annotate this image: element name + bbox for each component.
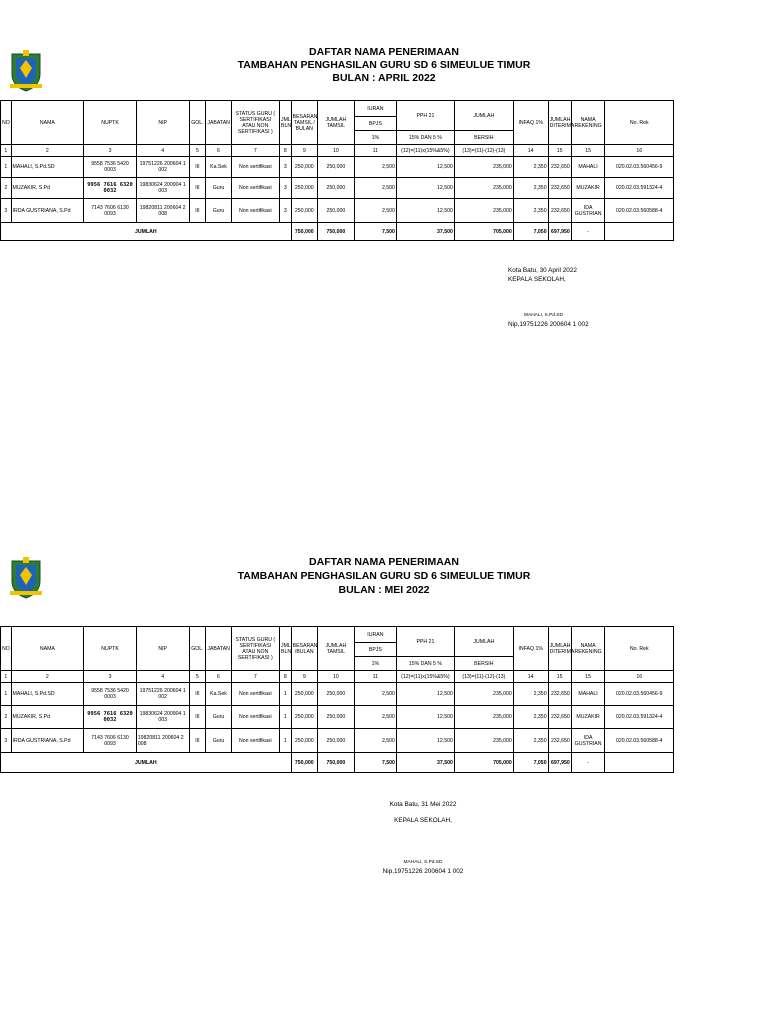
- cell-nama: IRDA GUSTRIANA, S.Pd: [11, 729, 84, 753]
- cell-nuptk: 9956 7616 6320 0032: [84, 706, 137, 729]
- header-status: STATUS GURU ( SERTIFIKASI ATAU NON SERTIFIKASI ): [231, 101, 279, 145]
- cell-infaq: 2,350: [513, 729, 548, 753]
- col-number: 5: [189, 145, 206, 157]
- header-jumlah: JUMLAH: [454, 627, 513, 657]
- header-jumlah: JUMLAH: [454, 101, 513, 131]
- doc-subtitle: TAMBAHAN PENGHASILAN GURU SD 6 SIMEULUE TIMUR: [237, 59, 531, 71]
- col-number: 14: [513, 145, 548, 157]
- cell-bln: 3: [280, 178, 292, 199]
- cell-jml-tamsil: 250,000: [317, 157, 354, 178]
- table-row: [1, 729, 674, 753]
- header-gol: GOL.: [189, 627, 206, 671]
- total-bersih: 705,000: [454, 753, 513, 773]
- cell-nip: 19830624 200904 1 003: [136, 178, 189, 199]
- header-nuptk: NUPTK: [84, 101, 137, 145]
- cell-norek: 020.02.03.591324-4: [605, 706, 674, 729]
- cell-bersih: 235,000: [454, 157, 513, 178]
- cell-nip: 19820811 200604 2 008: [136, 729, 189, 753]
- cell-norek: 020.02.03.560456-9: [605, 157, 674, 178]
- total-diterima: 697,950: [548, 223, 571, 241]
- cell-jabatan: Ka.Sek: [206, 157, 231, 178]
- header-bpjs-pct: 1%: [354, 657, 396, 671]
- cell-tamsil: 250,000: [291, 706, 317, 729]
- cell-no: 3: [1, 199, 12, 223]
- total-pph: 37,500: [396, 223, 454, 241]
- cell-no: 1: [1, 683, 12, 706]
- header-no: NO: [1, 101, 12, 145]
- doc-month: BULAN : MEI 2022: [338, 584, 430, 596]
- cell-diterima: 232,650: [548, 706, 571, 729]
- cell-jml-tamsil: 250,000: [317, 683, 354, 706]
- cell-gol: III: [189, 706, 206, 729]
- doc-month: BULAN : APRIL 2022: [332, 72, 436, 84]
- total-bpjs: 7,500: [354, 223, 396, 241]
- header-nip: NIP: [136, 627, 189, 671]
- header-pph: PPH 21: [396, 101, 454, 131]
- total-jml-tamsil: 750,000: [317, 753, 354, 773]
- cell-nama: MAHALI, S.Pd.SD: [11, 157, 84, 178]
- cell-norek: 020.02.03.560456-9: [605, 683, 674, 706]
- cell-norek: 020.02.03.560588-4: [605, 729, 674, 753]
- header-diterima: JUMLAH DITERIMA: [548, 101, 571, 145]
- col-number: 14: [513, 671, 548, 683]
- col-number: 11: [354, 145, 396, 157]
- col-number: (13)=(11)-(12)-(13): [454, 671, 513, 683]
- header-jabatan: JABATAN: [206, 101, 231, 145]
- cell-status: Non sertifikasi: [231, 157, 279, 178]
- recipient-table: [0, 626, 674, 773]
- cell-bersih: 235,000: [454, 178, 513, 199]
- cell-bln: 3: [280, 157, 292, 178]
- doc-subtitle: TAMBAHAN PENGHASILAN GURU SD 6 SIMEULUE TIMUR: [237, 570, 531, 582]
- cell-jabatan: Guru: [206, 199, 231, 223]
- cell-nama: MUZAKIR, S.Pd: [11, 178, 84, 199]
- header-nama: NAMA: [11, 101, 84, 145]
- cell-tamsil: 250,000: [291, 199, 317, 223]
- header-jumlah-tamsil: JUMLAH TAMSIL: [317, 101, 354, 145]
- cell-no: 3: [1, 729, 12, 753]
- totals-row: [1, 223, 674, 241]
- table-row: [1, 683, 674, 706]
- header-jabatan: JABATAN: [206, 627, 231, 671]
- header-jumlah-tamsil: JUMLAH TAMSIL: [317, 627, 354, 671]
- cell-bpjs: 2,500: [354, 178, 396, 199]
- cell-jml-tamsil: 250,000: [317, 178, 354, 199]
- cell-pph: 12,500: [396, 683, 454, 706]
- header-iuran: IURAN: [354, 101, 396, 117]
- cell-jml-tamsil: 250,000: [317, 199, 354, 223]
- cell-gol: III: [189, 683, 206, 706]
- cell-tamsil: 250,000: [291, 178, 317, 199]
- header-bpjs: BPJS: [354, 643, 396, 657]
- cell-infaq: 2,350: [513, 683, 548, 706]
- total-norek-empty: [605, 223, 674, 241]
- col-number: 15: [571, 145, 605, 157]
- col-number: 15: [571, 671, 605, 683]
- cell-rek-nama: MUZAKIR: [571, 706, 605, 729]
- cell-nama: MUZAKIR, S.Pd: [11, 706, 84, 729]
- col-number: 2: [11, 671, 84, 683]
- totals-label: JUMLAH: [1, 753, 292, 773]
- total-tamsil: 750,000: [291, 753, 317, 773]
- col-number: 5: [189, 671, 206, 683]
- cell-nuptk: 7143 7606 6130 0093: [84, 199, 137, 223]
- cell-gol: III: [189, 157, 206, 178]
- col-number: 1: [1, 671, 12, 683]
- signature-block: [508, 266, 589, 329]
- header-bersih: BERSIH: [454, 131, 513, 145]
- cell-pph: 12,500: [396, 178, 454, 199]
- cell-bersih: 235,000: [454, 683, 513, 706]
- cell-diterima: 232,650: [548, 178, 571, 199]
- cell-norek: 020.02.03.591324-4: [605, 178, 674, 199]
- cell-tamsil: 250,000: [291, 683, 317, 706]
- cell-rek-nama: IDA GUSTRIAN: [571, 199, 605, 223]
- total-diterima: 697,950: [548, 753, 571, 773]
- header-besaran: BESARAN /BULAN: [291, 627, 317, 671]
- col-number: 15: [548, 671, 571, 683]
- cell-rek-nama: MAHALI: [571, 157, 605, 178]
- cell-nuptk: 9558 7536 5420 0003: [84, 683, 137, 706]
- cell-norek: 020.02.03.560588-4: [605, 199, 674, 223]
- header-infaq: INFAQ 1%: [513, 627, 548, 671]
- header-norek: No. Rek: [605, 101, 674, 145]
- header-jml-bln: JML BLN: [280, 101, 292, 145]
- cell-nuptk: 7143 7606 6130 0093: [84, 729, 137, 753]
- table-row: [1, 199, 674, 223]
- col-number: 3: [84, 145, 137, 157]
- header-norek: No. Rek: [605, 627, 674, 671]
- cell-jabatan: Ka.Sek: [206, 683, 231, 706]
- cell-bpjs: 2,500: [354, 199, 396, 223]
- col-number: 2: [11, 145, 84, 157]
- total-infaq: 7,050: [513, 223, 548, 241]
- cell-rek-nama: MUZAKIR: [571, 178, 605, 199]
- total-pph: 37,500: [396, 753, 454, 773]
- header-besaran: BESARAN TAMSIL / BULAN: [291, 101, 317, 145]
- cell-infaq: 2,350: [513, 706, 548, 729]
- cell-diterima: 232,650: [548, 157, 571, 178]
- col-number: (12)=(11)x(15%&5%): [396, 145, 454, 157]
- totals-row: [1, 753, 674, 773]
- signature-nip: Nip,19751226 200604 1 002: [508, 321, 589, 328]
- recipient-table: [0, 100, 674, 241]
- header-nuptk: NUPTK: [84, 627, 137, 671]
- cell-bpjs: 2,500: [354, 157, 396, 178]
- header-pph: PPH 21: [396, 627, 454, 657]
- table-row: [1, 706, 674, 729]
- header-diterima: JUMLAH DITERIMA: [548, 627, 571, 671]
- header-gol: GOL.: [189, 101, 206, 145]
- cell-tamsil: 250,000: [291, 729, 317, 753]
- cell-pph: 12,500: [396, 199, 454, 223]
- cell-bpjs: 2,500: [354, 729, 396, 753]
- cell-nip: 19751226 200604 1 002: [136, 683, 189, 706]
- cell-bpjs: 2,500: [354, 683, 396, 706]
- cell-nuptk: 9558 7536 5420 0003: [84, 157, 137, 178]
- cell-diterima: 232,650: [548, 729, 571, 753]
- header-status: STATUS GURU ( SERTIFIKASI ATAU NON SERTIFIKASI ): [231, 627, 279, 671]
- cell-jabatan: Guru: [206, 178, 231, 199]
- cell-nama: MAHALI, S.Pd.SD: [11, 683, 84, 706]
- cell-bersih: 235,000: [454, 199, 513, 223]
- total-norek-empty: [605, 753, 674, 773]
- header-pph-pct: 15% DAN 5 %: [396, 657, 454, 671]
- cell-jabatan: Guru: [206, 729, 231, 753]
- cell-bln: 1: [280, 729, 292, 753]
- cell-infaq: 2,350: [513, 178, 548, 199]
- table-row: [1, 157, 674, 178]
- cell-no: 1: [1, 157, 12, 178]
- col-number: 6: [206, 671, 231, 683]
- cell-diterima: 232,650: [548, 683, 571, 706]
- cell-gol: III: [189, 178, 206, 199]
- signature-role: KEPALA SEKOLAH,: [394, 817, 452, 824]
- col-number: 16: [605, 145, 674, 157]
- col-number: 16: [605, 671, 674, 683]
- col-number: (13)=(11)-(12)-(13): [454, 145, 513, 157]
- col-number: 8: [280, 145, 292, 157]
- col-number: 9: [291, 671, 317, 683]
- cell-diterima: 232,650: [548, 199, 571, 223]
- col-number: 9: [291, 145, 317, 157]
- col-number: 3: [84, 671, 137, 683]
- cell-status: Non sertifikasi: [231, 683, 279, 706]
- cell-pph: 12,500: [396, 706, 454, 729]
- header-rekening: NAMA REKENING: [571, 627, 605, 671]
- cell-pph: 12,500: [396, 729, 454, 753]
- cell-no: 2: [1, 706, 12, 729]
- signature-name: MAHALI, S.Pd.SD: [403, 860, 443, 865]
- total-rek: -: [571, 753, 605, 773]
- total-jml-tamsil: 750,000: [317, 223, 354, 241]
- cell-bersih: 235,000: [454, 729, 513, 753]
- cell-nuptk: 9956 7616 6320 0032: [84, 178, 137, 199]
- signature-place-date: Kota Batu, 30 April 2022: [508, 267, 577, 274]
- col-number: 7: [231, 145, 279, 157]
- table-row: [1, 178, 674, 199]
- signature-name: MAHALI, S.Pd.SD: [524, 313, 563, 318]
- col-number: (12)=(11)x(15%&5%): [396, 671, 454, 683]
- col-number: 10: [317, 145, 354, 157]
- header-infaq: INFAQ 1%: [513, 101, 548, 145]
- cell-tamsil: 250,000: [291, 157, 317, 178]
- header-rekening: NAMA REKENING: [571, 101, 605, 145]
- col-number: 10: [317, 671, 354, 683]
- cell-jml-tamsil: 250,000: [317, 729, 354, 753]
- header-nip: NIP: [136, 101, 189, 145]
- col-number: 1: [1, 145, 12, 157]
- cell-jabatan: Guru: [206, 706, 231, 729]
- signature-role: KEPALA SEKOLAH,: [508, 276, 566, 283]
- cell-gol: III: [189, 729, 206, 753]
- cell-status: Non sertifikasi: [231, 199, 279, 223]
- cell-gol: III: [189, 199, 206, 223]
- total-rek: -: [571, 223, 605, 241]
- col-number: 4: [136, 671, 189, 683]
- cell-rek-nama: MAHALI: [571, 683, 605, 706]
- cell-infaq: 2,350: [513, 157, 548, 178]
- cell-nama: IRDA GUSTRIANA, S.Pd: [11, 199, 84, 223]
- cell-status: Non sertifikasi: [231, 706, 279, 729]
- cell-bln: 1: [280, 683, 292, 706]
- header-pph-pct: 15% DAN 5 %: [396, 131, 454, 145]
- cell-nip: 19820811 200604 2 008: [136, 199, 189, 223]
- cell-status: Non sertifikasi: [231, 729, 279, 753]
- col-number: 7: [231, 671, 279, 683]
- cell-nip: 19751226 200604 1 002: [136, 157, 189, 178]
- col-number: 11: [354, 671, 396, 683]
- header-jml-bln: JML BLN: [280, 627, 292, 671]
- cell-jml-tamsil: 250,000: [317, 706, 354, 729]
- header-no: NO: [1, 627, 12, 671]
- header-bpjs-pct: 1%: [354, 131, 396, 145]
- col-number: 15: [548, 145, 571, 157]
- total-tamsil: 750,000: [291, 223, 317, 241]
- signature-block: [376, 800, 470, 876]
- cell-bln: 3: [280, 199, 292, 223]
- total-bpjs: 7,500: [354, 753, 396, 773]
- header-bersih: BERSIH: [454, 657, 513, 671]
- header-bpjs: BPJS: [354, 117, 396, 131]
- cell-bln: 1: [280, 706, 292, 729]
- cell-infaq: 2,350: [513, 199, 548, 223]
- col-number: 8: [280, 671, 292, 683]
- cell-status: Non sertifikasi: [231, 178, 279, 199]
- cell-no: 2: [1, 178, 12, 199]
- cell-bersih: 235,000: [454, 706, 513, 729]
- total-bersih: 705,000: [454, 223, 513, 241]
- cell-nip: 19830624 200904 1 003: [136, 706, 189, 729]
- total-infaq: 7,050: [513, 753, 548, 773]
- header-iuran: IURAN: [354, 627, 396, 643]
- doc-title: DAFTAR NAMA PENERIMAAN: [309, 46, 459, 58]
- col-number: 4: [136, 145, 189, 157]
- header-nama: NAMA: [11, 627, 84, 671]
- totals-label: JUMLAH: [1, 223, 292, 241]
- cell-pph: 12,500: [396, 157, 454, 178]
- signature-place-date: Kota Batu, 31 Mei 2022: [389, 801, 457, 808]
- col-number: 6: [206, 145, 231, 157]
- signature-nip: Nip,19751226 200604 1 002: [382, 868, 464, 875]
- cell-rek-nama: IDA GUSTRIAN: [571, 729, 605, 753]
- cell-bpjs: 2,500: [354, 706, 396, 729]
- doc-title: DAFTAR NAMA PENERIMAAN: [309, 556, 459, 568]
